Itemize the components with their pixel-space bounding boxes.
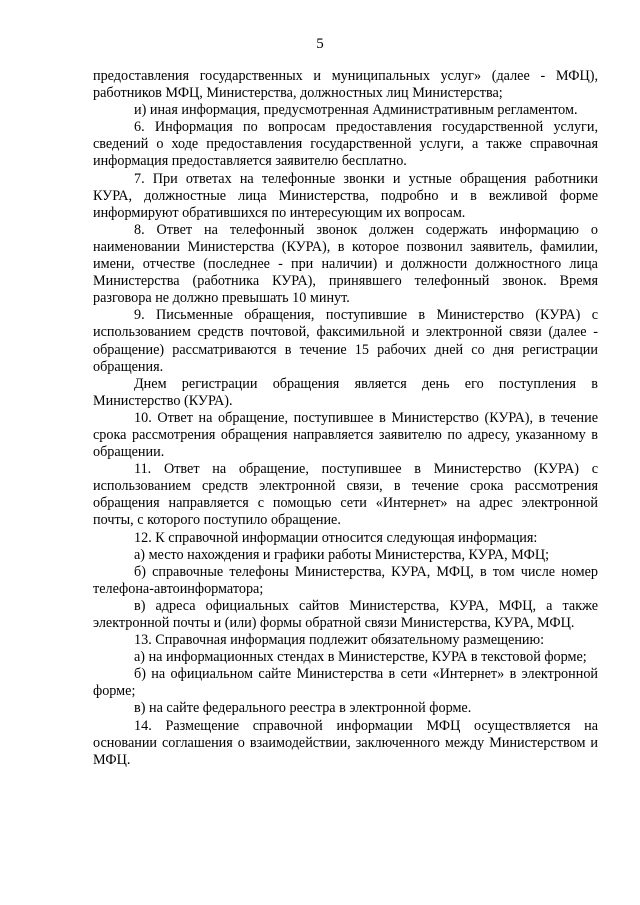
paragraph: 9. Письменные обращения, поступившие в Министерство (КУРА) с использованием средств почтовой, факсимильной и электронной связи (далее - обращение) рассматриваются в течение 15 рабочих дней со дня регистрации обращения. — [93, 307, 598, 375]
paragraph: 8. Ответ на телефонный звонок должен содержать информацию о наименовании Министерства (КУРА), в которое позвонил заявитель, фамилии, имени, отчестве (последнее - при наличии) и должности должностного лица Министерства (работника КУРА), принявшего телефонный звонок. Время разговора не должно превышать 10 минут. — [93, 221, 598, 307]
paragraph: в) на сайте федерального реестра в электронной форме. — [134, 700, 472, 717]
paragraph: б) справочные телефоны Министерства, КУРА, МФЦ, в том числе номер телефона-автоинформатора; — [93, 563, 598, 597]
document-body — [93, 68, 598, 769]
paragraph: 12. К справочной информации относится следующая информация: — [134, 529, 538, 546]
paragraph: в) адреса официальных сайтов Министерства, КУРА, МФЦ, а также электронной почты и (или) формы обратной связи Министерства, КУРА, МФЦ. — [93, 597, 598, 631]
paragraph: предоставления государственных и муниципальных услуг» (далее - МФЦ), работников МФЦ, Министерства, должностных лиц Министерства; — [93, 68, 598, 102]
page-number: 5 — [316, 36, 324, 52]
paragraph: 11. Ответ на обращение, поступившее в Министерство (КУРА) с использованием средств электронной связи, в течение срока рассмотрения обращения направляется с помощью сети «Интернет» на адрес электронной почты, с которого поступило обращение. — [93, 461, 598, 529]
paragraph: 14. Размещение справочной информации МФЦ осуществляется на основании соглашения о взаимодействии, заключенного между Министерством и МФЦ. — [93, 717, 598, 768]
paragraph: Днем регистрации обращения является день его поступления в Министерство (КУРА). — [93, 375, 598, 409]
paragraph: а) место нахождения и графики работы Министерства, КУРА, МФЦ; — [134, 546, 550, 563]
paragraph: 6. Информация по вопросам предоставления государственной услуги, сведений о ходе предоставления государственной услуги, а также справочная информация предоставляется заявителю бесплатно. — [93, 119, 598, 170]
paragraph: б) на официальном сайте Министерства в сети «Интернет» в электронной форме; — [93, 666, 598, 700]
paragraph: а) на информационных стендах в Министерстве, КУРА в текстовой форме; — [134, 649, 587, 666]
paragraph: 13. Справочная информация подлежит обязательному размещению: — [134, 632, 545, 649]
paragraph: 7. При ответах на телефонные звонки и устные обращения работники КУРА, должностные лица Министерства, подробно и в вежливой форме информируют обратившихся по интересующим их вопросам. — [93, 170, 598, 221]
paragraph: и) иная информация, предусмотренная Административным регламентом. — [134, 102, 578, 119]
paragraph: 10. Ответ на обращение, поступившее в Министерство (КУРА), в течение срока рассмотрения обращения направляется заявителю по адресу, указанному в обращении. — [93, 409, 598, 461]
